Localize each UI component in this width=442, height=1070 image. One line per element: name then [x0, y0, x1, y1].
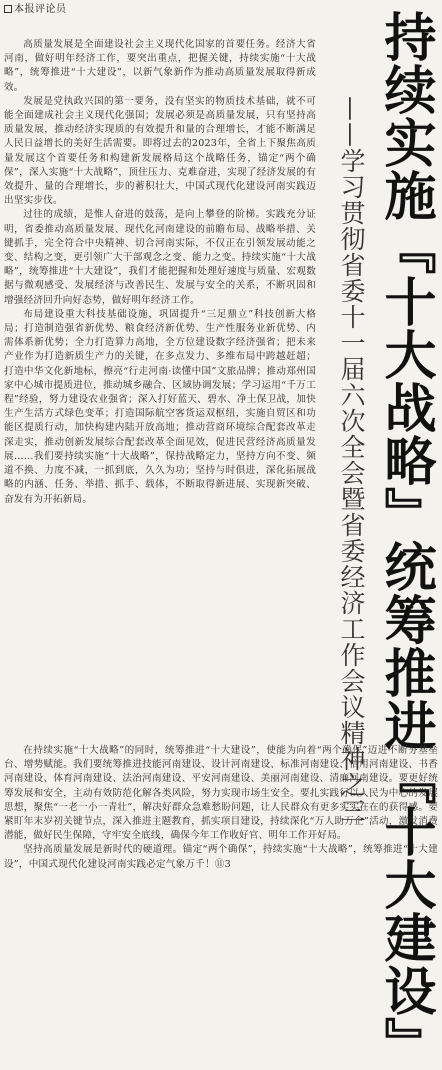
paragraph-4: 布局建设重大科技基础设施，巩固提升“三足鼎立”科技创新大格局；打造制造强省新优势、粮食经济新优势、生产性服务业新优势、内需体系新优势；全力打造算力高地，全方位建设数字经济强省；把未来产业作为打造新质生产力的关键，在多点发力、多维布局中跨越赶超；打造中华文化新地标，擦亮“行走河南·读懂中国”文旅品牌；推动郑州国家中心城市提质进位，推动城乡融合、区域协调发展；学习运用“千万工程”经验，努力建设农业强省；深入打好蓝天、碧水、净土保卫战，加快生产生活方式绿色变革；打造国际航空客货运双枢纽，实施自贸区和功能区提质行动，加快构建内陆开放高地；推动营商环境综合配套改革走深走实，推动创新发展综合配套改革全面见效，促进民营经济高质量发展……我们要持续实施“十大战略”，保持战略定力，坚持方向不变、频道不换、力度不减，一抓到底，久久为功；坚持与时俱进，深化拓展战略的内涵、任务、举措、抓手、载体，不断取得新进展、实现新突破、奋发有为开拓新局。 — [4, 308, 316, 505]
paragraph-2: 发展是党执政兴国的第一要务，没有坚实的物质技术基础，就不可能全面建成社会主义现代化强国；发展必须是高质量发展，只有坚持高质量发展，推动经济实现质的有效提升和量的合理增长，才能不断满足人民日益增长的美好生活需要。即将过去的2023年，全省上下聚焦高质量发展这个首要任务和构建新发展格局这个战略任务，锚定“两个确保”，深入实施“十大战略”，顶住压力、克难奋进，实现了经济发展的有效提升、量的合理增长，步的蓄积壮大，中国式现代化建设河南实践迈出坚实步伐。 — [4, 95, 316, 207]
box-marker-icon — [4, 5, 12, 13]
paragraph-5: 在持续实施“十大战略”的同时，统筹推进“十大建设”，使能为向着“两个确保”迈进不断夯基垒台、增势赋能。我们要统筹推进技能河南建设、设计河南建设、标准河南建设、信用河南建设、书香河南建设、体育河南建设、法治河南建设、平安河南建设、美丽河南建设、清廉河南建设。要更好统筹发展和安全，主动有效防范化解各类风险，努力实现市场生安全。要扎实践行以人民为中心的发展思想，聚焦“一老一小一青壮”，解决好群众急难愁盼问题，让人民群众有更多实实在在的获得感。要紧盯年末岁初关键节点，深入推进主题教育，抓实项目建设，持续深化“万人助万企”活动，激发消费潜能，做好民生保障，守牢安全底线，确保今年工作收好官、明年工作开好局。 — [4, 745, 438, 842]
subheadline: ——学习贯彻省委十一届六次全会暨省委经济工作会议精神之三 — [337, 96, 366, 824]
article-body-wide — [4, 744, 438, 874]
byline-text: 本报评论员 — [14, 4, 67, 15]
paragraph-1: 高质量发展是全面建设社会主义现代化国家的首要任务。经济大省河南，做好明年经济工作，要突出重点，把握关键，持续实施“十大战略”，统筹推进“十大建设”，以新气象新作为推动高质量发展取得新成效。 — [4, 39, 316, 93]
headline: 持续实施『十大战略』统筹推进『十大建设』 — [375, 10, 435, 1070]
paragraph-6: 坚持高质量发展是新时代的硬道理。锚定“两个确保”，持续实施“十大战略”，统筹推进“十大建设”，中国式现代化建设河南实践必定气象万千！⑪3 — [4, 844, 438, 870]
paragraph-3: 过往的成绩，是惟人奋进的鼓荡，是向上攀登的阶梯。实践充分证明，省委推动高质量发展、现代化河南建设的前瞻布局、战略举措、关键抓手，完全符合中央精神、切合河南实际，不仅正在引领发展动能之变、结构之变，更引领广大干部观念之变、能力之变。持续实施“十大战略”，统筹推进“十大建设”，我们才能把握和处理好速度与质量、宏观数据与微观感受、发展经济与改善民生、发展与安全的关系，不断巩固和增强经济回升向好态势，做好明年经济工作。 — [4, 209, 316, 306]
column-byline — [4, 4, 67, 16]
